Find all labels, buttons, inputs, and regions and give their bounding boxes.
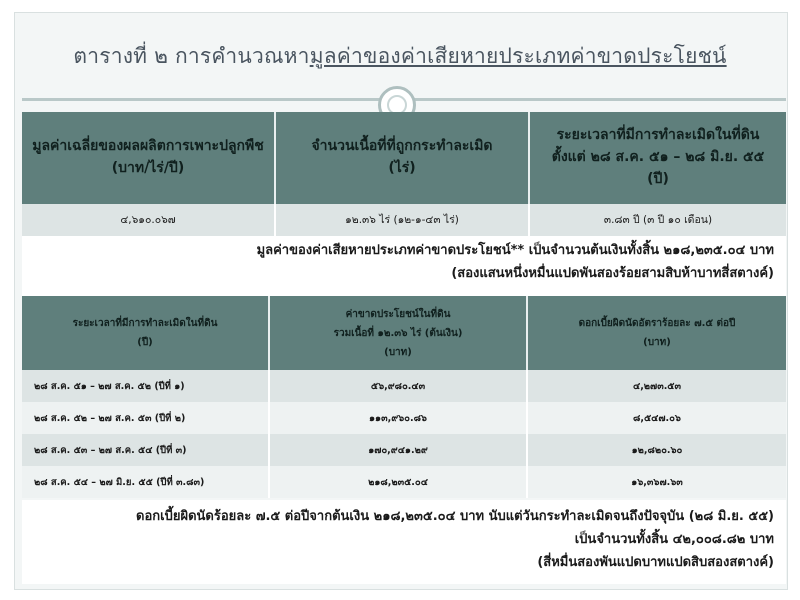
summary-interest-line3: (สี่หมื่นสองพันแปดบาทแปดสิบสองสตางค์) [537,554,774,570]
summary-principal [22,236,786,296]
table2-row4-principal: ๒๑๘,๒๓๕.๐๔ [270,466,528,498]
table1-header-duration: ระยะเวลาที่มีการทำละเมิดในที่ดิน ตั้งแต่ ๒๘ ส.ค. ๕๑ – ๒๘ มิ.ย. ๕๕ (ปี) [530,112,786,204]
table2-row1-interest: ๔,๒๗๓.๕๓ [528,370,786,402]
table2-header-interest: ดอกเบี้ยผิดนัดอัตราร้อยละ ๗.๕ ต่อปี (บาท) [528,296,786,370]
table1-value-duration: ๓.๘๓ ปี (๓ ปี ๑๐ เดือน) [530,204,786,236]
table2-row2-period: ๒๘ ส.ค. ๕๒ – ๒๗ ส.ค. ๕๓ (ปีที่ ๒) [22,402,270,434]
table2-row2-interest: ๘,๕๔๗.๐๖ [528,402,786,434]
table2-row1-period: ๒๘ ส.ค. ๕๑ – ๒๗ ส.ค. ๕๒ (ปีที่ ๑) [22,370,270,402]
table2-header-principal: ค่าขาดประโยชน์ในที่ดิน รวมเนื้อที่ ๑๒.๓๖ ไร่ (ต้นเงิน) (บาท) [270,296,528,370]
table1-value-area: ๑๒.๓๖ ไร่ (๑๒-๑-๔๓ ไร่) [276,204,530,236]
title-prefix: ตารางที่ ๒ การคำนวณหา [73,44,310,68]
summary-interest-line2: เป็นจำนวนทั้งสิ้น ๔๒,๐๐๘.๘๒ บาท [574,531,774,547]
table2-row4-period: ๒๘ ส.ค. ๕๔ – ๒๗ มิ.ย. ๕๕ (ปีที่ ๓.๘๓) [22,466,270,498]
summary-interest [22,500,786,584]
table2-row4-interest: ๑๖,๓๖๗.๖๓ [528,466,786,498]
summary-principal-line2: (สองแสนหนึ่งหมื่นแปดพันสองร้อยสามสิบห้าบาทสี่สตางค์) [451,265,774,281]
slide-title [14,40,786,73]
table2-row3-principal: ๑๗๐,๙๔๑.๒๙ [270,434,528,466]
table2-row3-period: ๒๘ ส.ค. ๕๓ – ๒๗ ส.ค. ๕๔ (ปีที่ ๓) [22,434,270,466]
title-underlined: มูลค่าของค่าเสียหายประเภทค่าขาดประโยชน์ [309,44,727,68]
table2-header-period: ระยะเวลาที่มีการทำละเมิดในที่ดิน (ปี) [22,296,270,370]
table1-value-avg: ๔,๖๑๐.๐๖๗ [22,204,276,236]
summary-principal-line1: มูลค่าของค่าเสียหายประเภทค่าขาดประโยชน์** เป็นจำนวนต้นเงินทั้งสิ้น ๒๑๘,๒๓๕.๐๔ บาท [256,243,774,258]
summary-interest-line1: ดอกเบี้ยผิดนัดร้อยละ ๗.๕ ต่อปีจากต้นเงิน ๒๑๘,๒๓๕.๐๔ บาท นับแต่วันกระทำละเมิดจนถึงปัจจุบัน (๒๘ มิ.ย. ๕๕) [136,509,774,524]
table2-row2-principal: ๑๑๓,๙๖๐.๘๖ [270,402,528,434]
table1-header-avg-value: มูลค่าเฉลี่ยของผลผลิตการเพาะปลูกพืช (บาท/ไร่/ปี) [22,112,276,204]
table1-header-area: จำนวนเนื้อที่ที่ถูกกระทำละเมิด (ไร่) [276,112,530,204]
table2-row1-principal: ๕๖,๙๘๐.๔๓ [270,370,528,402]
table2-row3-interest: ๑๒,๘๒๐.๖๐ [528,434,786,466]
